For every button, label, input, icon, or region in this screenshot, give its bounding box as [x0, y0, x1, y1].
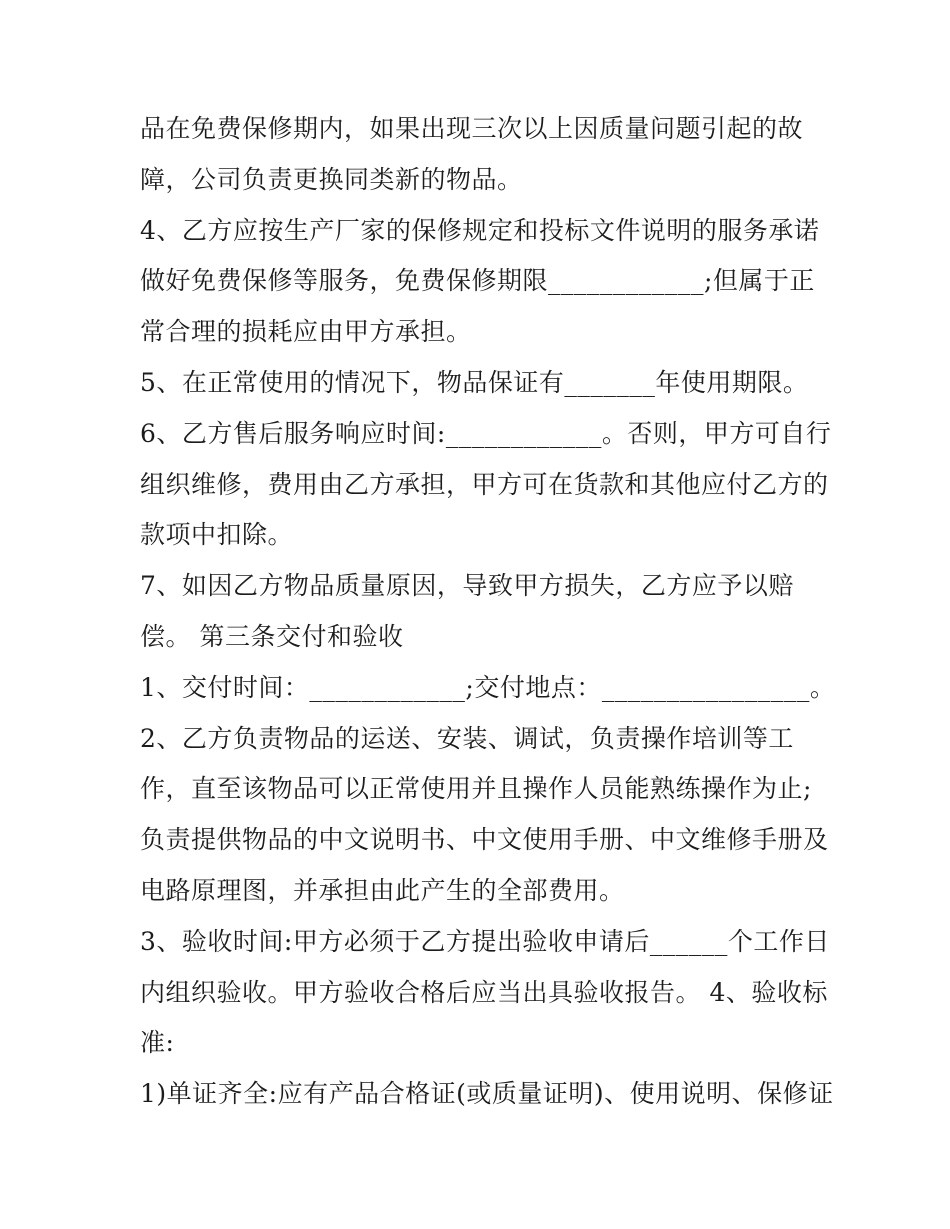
- text-line: 准:: [140, 1028, 175, 1058]
- text-line: 3、验收时间:甲方必须于乙方提出验收申请后______个工作日: [140, 926, 830, 956]
- text-line: 5、在正常使用的情况下，物品保证有_______年使用期限。: [140, 367, 809, 397]
- text-line: 6、乙方售后服务响应时间:____________。否则，甲方可自行: [140, 418, 832, 448]
- text-line: 电路原理图，并承担由此产生的全部费用。: [140, 875, 625, 905]
- text-line: 负责提供物品的中文说明书、中文使用手册、中文维修手册及: [140, 825, 829, 855]
- text-line: 1)单证齐全:应有产品合格证(或质量证明)、使用说明、保修证: [140, 1079, 834, 1109]
- text-line: 障，公司负责更换同类新的物品。: [140, 164, 523, 194]
- text-line: 2、乙方负责物品的运送、安装、调试，负责操作培训等工: [140, 723, 794, 753]
- text-line: 内组织验收。甲方验收合格后应当出具验收报告。 4、验收标: [140, 977, 828, 1007]
- text-line: 常合理的损耗应由甲方承担。: [140, 317, 472, 347]
- text-line: 组织维修，费用由乙方承担，甲方可在货款和其他应付乙方的: [140, 469, 829, 499]
- text-line: 4、乙方应按生产厂家的保修规定和投标文件说明的服务承诺: [140, 215, 820, 245]
- text-line: 偿。 第三条交付和验收: [140, 621, 404, 651]
- text-line: 做好免费保修等服务，免费保修期限____________;但属于正: [140, 266, 815, 296]
- text-line: 7、如因乙方物品质量原因，导致甲方损失，乙方应予以赔: [140, 571, 794, 601]
- text-line: 1、交付时间：____________;交付地点：________________。: [140, 672, 836, 702]
- text-line: 作，直至该物品可以正常使用并且操作人员能熟练操作为止;: [140, 774, 812, 804]
- contract-body-text: [140, 104, 836, 1120]
- text-line: 款项中扣除。: [140, 520, 294, 550]
- text-line: 品在免费保修期内，如果出现三次以上因质量问题引起的故: [140, 114, 804, 143]
